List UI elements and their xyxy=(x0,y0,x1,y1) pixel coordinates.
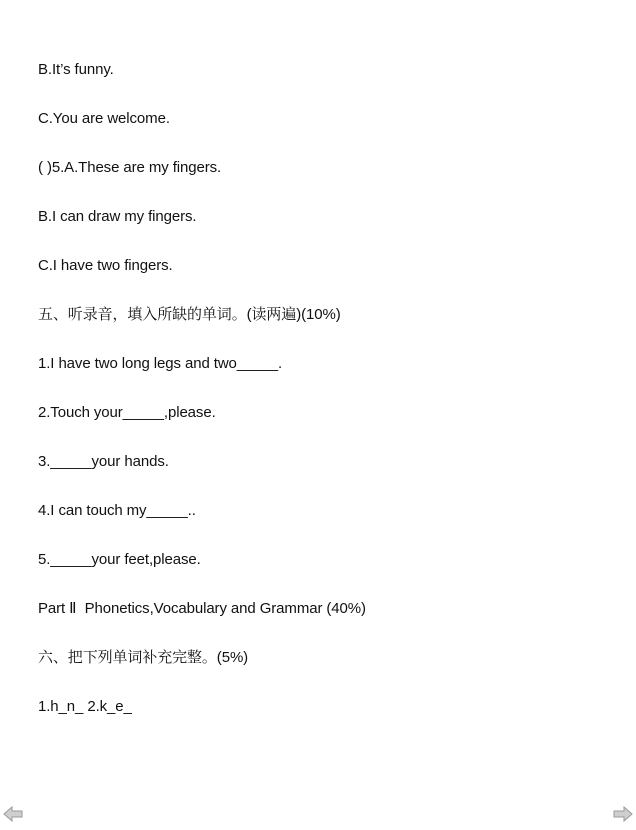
text-line-10: 4.I can touch my_____.. xyxy=(38,502,196,519)
text-line-14: 1.h_n_ 2.k_e_ xyxy=(38,698,132,715)
text-line-3: ( )5.A.These are my fingers. xyxy=(38,159,222,176)
text-line-4: B.I can draw my fingers. xyxy=(38,208,197,225)
text-line-1: B.It’s funny. xyxy=(38,61,114,78)
text-line-2: C.You are welcome. xyxy=(38,110,170,127)
text-line-11: 5._____your feet,please. xyxy=(38,551,201,568)
text-line-8: 2.Touch your_____,please. xyxy=(38,404,216,421)
text-line-7: 1.I have two long legs and two_____. xyxy=(38,355,283,372)
text-line-5: C.I have two fingers. xyxy=(38,257,173,274)
arrow-left-icon[interactable] xyxy=(2,803,24,825)
document-page xyxy=(38,0,618,828)
part-heading: Part Ⅱ Phonetics,Vocabulary and Grammar (40%) xyxy=(38,600,366,617)
section-heading-5: 五、听录音，填入所缺的单词。(读两遍)(10%) xyxy=(38,306,341,323)
arrow-right-icon[interactable] xyxy=(612,803,634,825)
section-heading-6: 六、把下列单词补充完整。(5%) xyxy=(38,649,249,666)
text-line-9: 3._____your hands. xyxy=(38,453,169,470)
